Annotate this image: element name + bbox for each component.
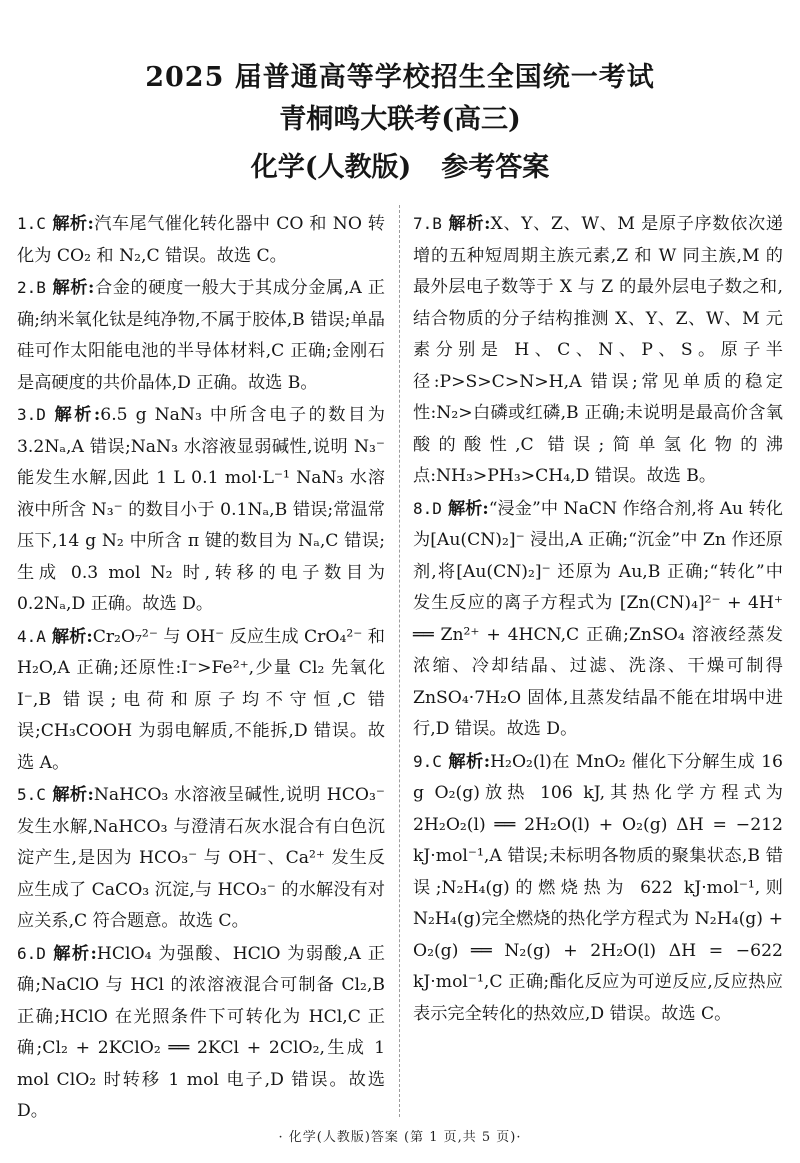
analysis-label: 解析: [447,751,491,772]
answer-number: 5.C [17,785,46,804]
answer-item [17,208,385,272]
answer-text: X、Y、Z、W、M 是原子序数依次递增的五种短周期主族元素,Z 和 W 同主族,M 的最外层电子数等于 X 与 Z 的最外层电子数之和,结合物质的分子结构推测 X、Y、Z、W、M 元素分别是 H、C、N、P、S。原子半径:P>S>C>N>H,A 错误;常见单质的稳定性:N₂>白磷或红磷,B 正确;未说明是最高价含氧酸的酸性,C 错误;简单氢化物的沸点:NH₃>PH₃>CH₄,D 错误。故选 B。 [413,214,783,486]
doc-type: 参考答案 [441,152,550,183]
exam-subtitle: 青桐鸣大联考(高三) [279,104,521,135]
answer-item [17,272,385,399]
answer-item [17,399,385,621]
answer-text: H₂O₂(l)在 MnO₂ 催化下分解生成 16 g O₂(g)放热 106 kJ,其热化学方程式为 2H₂O₂(l) ══ 2H₂O(l) + O₂(g) ΔH = −212 kJ·mol⁻¹,A 错误;未标明各物质的聚集状态,B 错误;N₂H₄(g)的燃烧热为 622 kJ·mol⁻¹,则 N₂H₄(g)完全燃烧的热化学方程式为 N₂H₄(g) + O₂(g) ══ N₂(g) + 2H₂O(l) ΔH = −622 kJ·mol⁻¹,C 正确;酯化反应为可逆反应,反应热应表示完全转化的热效应,D 错误。故选 C。 [413,751,783,1024]
analysis-label: 解析: [51,943,97,964]
answer-item [17,621,385,780]
answer-text: 汽车尾气催化转化器中 CO 和 NO 转化为 CO₂ 和 N₂,C 错误。故选 C。 [17,214,385,266]
analysis-label: 解析: [51,405,101,425]
analysis-label: 解析: [51,278,95,298]
document-header [0,58,800,190]
answer-item [413,208,783,493]
left-column [17,208,385,1128]
subject-name: 化学(人教版) [250,152,412,183]
answer-number: 7.B [413,214,442,233]
answer-number: 8.D [413,498,442,518]
analysis-label: 解析: [447,214,491,234]
analysis-label: 解析: [51,785,94,805]
answer-number: 1.C [17,214,46,233]
answer-number: 9.C [413,751,442,771]
answer-text: NaHCO₃ 水溶液呈碱性,说明 HCO₃⁻ 发生水解,NaHCO₃ 与澄清石灰水混合有白色沉淀产生,是因为 HCO₃⁻ 与 OH⁻、Ca²⁺ 发生反应生成了 CaCO₃ 沉淀,与 HCO₃⁻ 的水解没有对应关系,C 符合题意。故选 C。 [17,785,385,931]
answer-text: 6.5 g NaN₃ 中所含电子的数目为 3.2Nₐ,A 错误;NaN₃ 水溶液显弱碱性,说明 N₃⁻ 能发生水解,因此 1 L 0.1 mol·L⁻¹ NaN₃ 水溶液中所含 N₃⁻ 的数目小于 0.1Nₐ,B 错误;常温常压下,14 g N₂ 中所含 π 键的数目为 Nₐ,C 错误;生成 0.3 mol N₂ 时,转移的电子数目为 0.2Nₐ,D 正确。故选 D。 [17,405,385,614]
page-footer: · 化学(人教版)答案 (第 1 页,共 5 页)· [278,1130,522,1145]
answer-item [413,746,783,1031]
subject-title [0,146,800,190]
answer-text: “浸金”中 NaCN 作络合剂,将 Au 转化为[Au(CN)₂]⁻ 浸出,A 正确;“沉金”中 Zn 作还原剂,将[Au(CN)₂]⁻ 还原为 Au,B 正确;“转化”中发生反应的离子方程式为 [Zn(CN)₄]²⁻ + 4H⁺ ══ Zn²⁺ + 4HCN,C 正确;ZnSO₄ 溶液经蒸发浓缩、冷却结晶、过滤、洗涤、干燥可制得 ZnSO₄·7H₂O 固体,且蒸发结晶不能在坩埚中进行,D 错误。故选 D。 [413,498,783,739]
answer-item [17,779,385,938]
answer-item [17,938,385,1128]
answer-item [413,493,783,746]
answer-number: 2.B [17,278,46,297]
analysis-label: 解析: [51,626,93,647]
analysis-label: 解析: [447,498,489,519]
column-divider [399,205,400,1117]
right-column [413,208,783,1030]
analysis-label: 解析: [51,214,94,234]
answer-text: HClO₄ 为强酸、HClO 为弱酸,A 正确;NaClO 与 HCl 的浓溶液混合可制备 Cl₂,B 正确;HClO 在光照条件下可转化为 HCl,C 正确;Cl₂ + 2KClO₂ ══ 2KCl + 2ClO₂,生成 1 mol ClO₂ 时转移 1 mol 电子,D 错误。故选 D。 [17,943,385,1121]
exam-title: 2025 届普通高等学校招生全国统一考试 [145,62,655,93]
answer-number: 4.A [17,626,46,646]
answer-number: 6.D [17,943,46,963]
answer-text: 合金的硬度一般大于其成分金属,A 正确;纳米氧化钛是纯净物,不属于胶体,B 错误;单晶硅可作太阳能电池的半导体材料,C 正确;金刚石是高硬度的共价晶体,D 正确。故选 B。 [17,278,385,393]
answer-number: 3.D [17,405,46,424]
answer-text: Cr₂O₇²⁻ 与 OH⁻ 反应生成 CrO₄²⁻ 和 H₂O,A 正确;还原性:I⁻>Fe²⁺,少量 Cl₂ 先氧化 I⁻,B 错误;电荷和原子均不守恒,C 错误;CH₃COOH 为弱电解质,不能拆,D 错误。故选 A。 [17,626,385,773]
